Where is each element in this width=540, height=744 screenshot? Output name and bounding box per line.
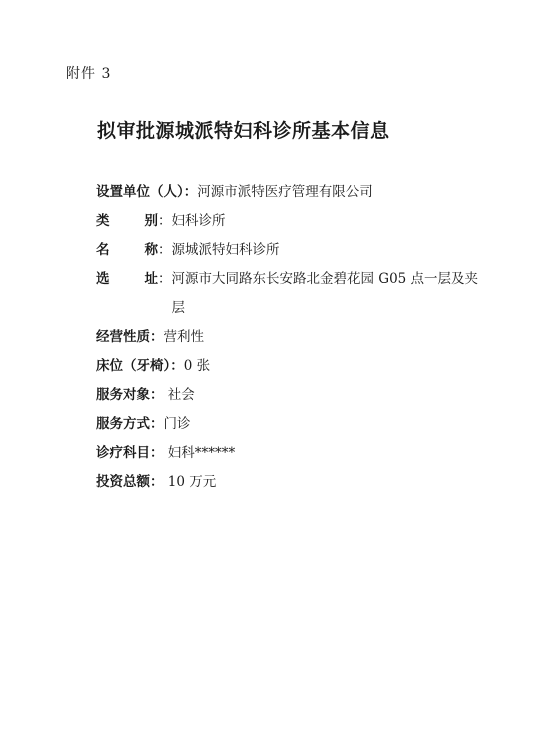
field-name-label-a: 名 [96,242,110,258]
field-mode-value: 门诊 [163,416,191,432]
field-name-label-b: 称 [144,242,158,258]
field-setter [96,182,506,211]
field-category [96,211,506,240]
field-address-colon: ： [158,271,172,287]
field-beds-label: 床位（牙椅）： [96,358,184,374]
info-list [96,182,506,501]
field-address-label-b: 址 [144,271,158,287]
field-address-label [96,269,158,289]
field-category-label-a: 类 [96,213,110,229]
field-investment-value: 10 万元 [163,474,217,490]
field-category-label-b: 别 [144,213,158,229]
field-category-colon: ： [158,213,172,229]
attachment-label: 附件 3 [66,66,112,82]
field-target [96,385,506,414]
field-subjects [96,443,506,472]
field-address [96,269,506,327]
field-nature [96,327,506,356]
field-setter-value: 河源市派特医疗管理有限公司 [197,184,373,200]
field-beds-value: 0 张 [183,358,211,374]
field-category-value: 妇科诊所 [171,213,226,229]
field-category-label [96,211,158,231]
field-investment [96,472,506,501]
field-setter-label: 设置单位（人）： [96,184,198,200]
field-subjects-value: 妇科****** [163,445,236,461]
field-investment-label: 投资总额： [96,474,164,490]
field-mode-label: 服务方式： [96,416,164,432]
document-title: 拟审批源城派特妇科诊所基本信息 [97,120,390,142]
field-mode [96,414,506,443]
field-nature-value: 营利性 [163,329,204,345]
field-nature-label: 经营性质： [96,329,164,345]
field-address-value: 河源市大同路东长安路北金碧花园 G05 点一层及夹层 [171,271,479,316]
field-beds [96,356,506,385]
field-name-value: 源城派特妇科诊所 [171,242,280,258]
field-target-value: 社会 [163,387,195,403]
field-name-label [96,240,158,260]
field-name-colon: ： [158,242,172,258]
field-target-label: 服务对象： [96,387,164,403]
field-address-label-a: 选 [96,271,110,287]
field-subjects-label: 诊疗科目： [96,445,164,461]
